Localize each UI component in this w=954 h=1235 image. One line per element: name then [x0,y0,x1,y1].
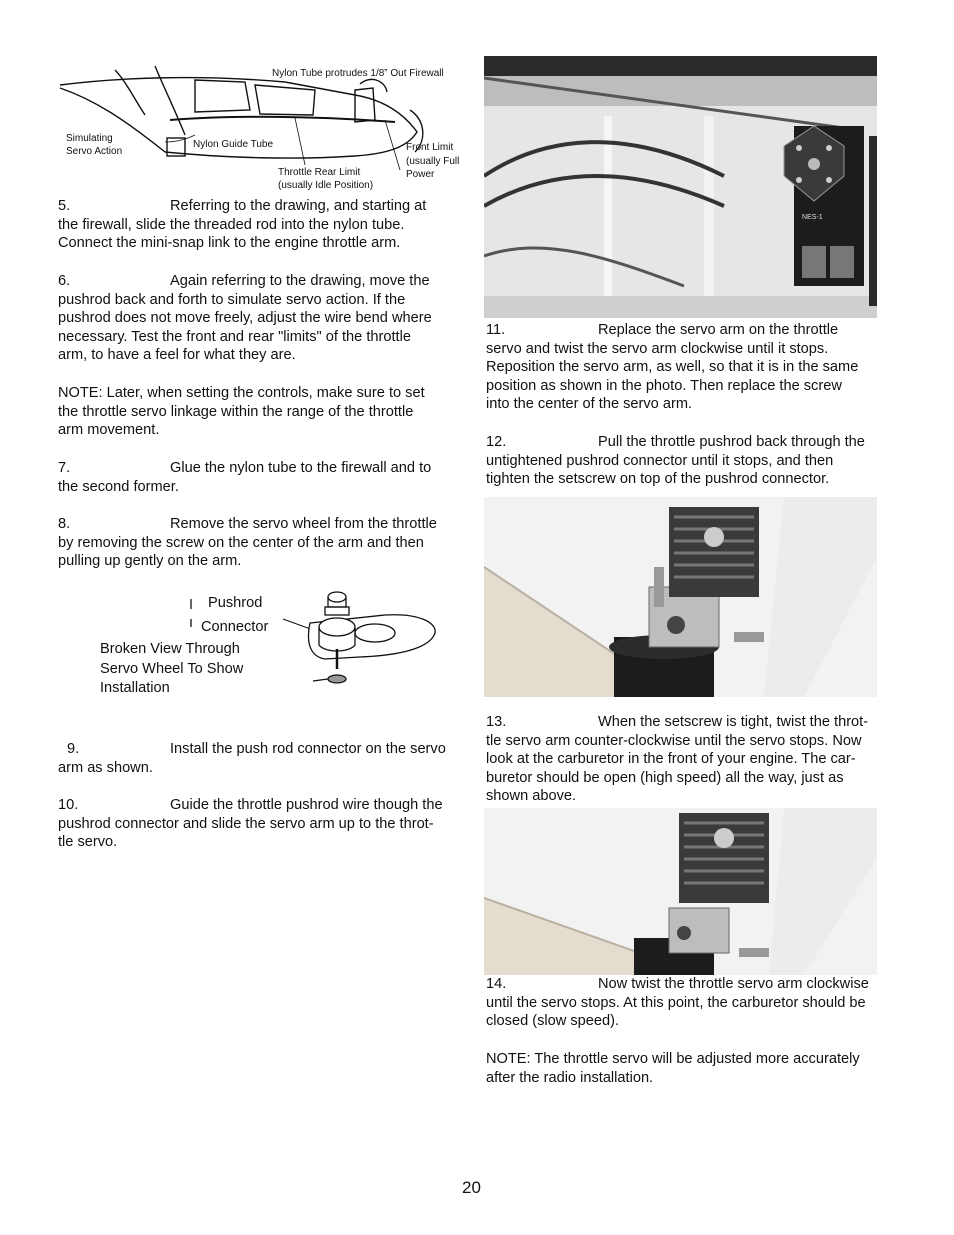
step-text: arm, to have a feel for what they are. [58,347,296,364]
step-number: 7. [58,460,71,476]
step-text: tighten the setscrew on top of the pushrod connector. [486,471,830,488]
label-servo-action: Servo Action [66,146,123,157]
label-nylon-guide-tube: Nylon Guide Tube [193,139,274,150]
step-number: 5. [58,198,71,214]
engine-photo-art [484,808,877,975]
step-text: shown above. [486,788,577,805]
label-pushrod: Pushrod [208,595,263,611]
note-text: NOTE: The throttle servo will be adjusted more accurately [486,1051,860,1067]
note-text: arm movement. [58,422,160,439]
step-number: 9. [67,741,80,757]
note-controls [58,384,473,440]
step-text: Remove the servo wheel from the throttle [170,516,437,532]
step-7 [58,459,473,496]
step-number: 6. [58,273,71,289]
step-number: 8. [58,516,71,532]
note-radio [486,1050,901,1087]
step-text: untightened pushrod connector until it stops, and then [486,452,834,469]
label-usually-full: (usually Full [406,156,460,167]
step-12 [486,433,901,489]
step-number: 10. [58,797,79,813]
step-13 [486,713,901,806]
step-text: pushrod connector and slide the servo arm up to the throt- [58,815,434,832]
step-text: into the center of the servo arm. [486,396,693,413]
step-text: necessary. Test the front and rear "limits" of the throttle [58,328,411,345]
step-5 [58,197,473,253]
label-nylon-tube: Nylon Tube protrudes 1/8” Out Firewall [272,68,444,79]
step-text: Now twist the throttle servo arm clockwise [598,976,869,992]
servo-photo-art [484,56,877,318]
step-text: look at the carburetor in the front of your engine. The car- [486,751,856,768]
engine-carburetor-open-photo [484,497,877,697]
step-text: Replace the servo arm on the throttle [598,322,839,338]
label-front-limit: Front Limit [406,142,454,153]
step-text: Reposition the servo arm, as well, so that it is in the same [486,359,859,376]
step-text: Pull the throttle pushrod back through the [598,434,865,450]
step-8 [58,515,473,571]
label-throttle-rear-limit: Throttle Rear Limit [278,167,361,178]
servo-label: NES-1 [802,214,823,221]
step-text: by removing the screw on the center of the arm and then [58,534,424,551]
step-text: pulling up gently on the arm. [58,553,242,570]
note-text: the throttle servo linkage within the range of the throttle [58,403,414,420]
step-text: until the servo stops. At this point, the carburetor should be [486,994,866,1011]
step-11 [486,321,901,414]
step-number: 13. [486,714,507,730]
engine-photo-art [484,497,877,697]
step-number: 14. [486,976,507,992]
step-10 [58,796,473,852]
page-number: 20 [462,1178,481,1197]
step-text: arm as shown. [58,759,153,776]
step-text: pushrod does not move freely, adjust the wire bend where [58,310,432,327]
step-text: Again referring to the drawing, move the [170,273,430,289]
step-number: 12. [486,434,507,450]
label-simulating: Simulating [66,133,113,144]
step-14 [486,975,901,1031]
step-text: position as shown in the photo. Then replace the screw [486,377,842,394]
step-text: servo and twist the servo arm clockwise until it stops. [486,340,829,357]
label-servo-wheel: Servo Wheel To Show [100,661,244,677]
step-text: tle servo. [58,834,118,851]
label-idle-position: (usually Idle Position) [278,180,374,191]
step-text: buretor should be open (high speed) all the way, just as [486,769,844,786]
step-text: the second former. [58,478,179,495]
step-text: Guide the throttle pushrod wire though the [170,797,443,813]
label-broken-view: Broken View Through [100,641,240,657]
step-text: Connect the mini-snap link to the engine throttle arm. [58,235,401,252]
step-text: When the setscrew is tight, twist the throt- [598,714,869,730]
step-text: Referring to the drawing, and starting at [170,198,427,214]
step-text: closed (slow speed). [486,1013,620,1030]
step-text: Install the push rod connector on the servo [170,741,446,757]
step-9 [58,740,473,777]
note-text: after the radio installation. [486,1069,654,1086]
label-power: Power [406,169,435,180]
engine-carburetor-closed-photo [484,808,877,975]
step-number: 11. [486,322,506,338]
note-text: NOTE: Later, when setting the controls, make sure to set [58,385,425,401]
step-text: pushrod back and forth to simulate servo action. If the [58,291,406,308]
step-text: tle servo arm counter-clockwise until the servo stops. Now [486,732,862,749]
label-installation: Installation [100,680,170,696]
step-text: the firewall, slide the threaded rod into the nylon tube. [58,216,405,233]
servo-installation-photo [484,56,877,318]
step-6 [58,272,473,365]
step-text: Glue the nylon tube to the firewall and to [170,460,432,476]
label-connector: Connector [201,619,269,635]
